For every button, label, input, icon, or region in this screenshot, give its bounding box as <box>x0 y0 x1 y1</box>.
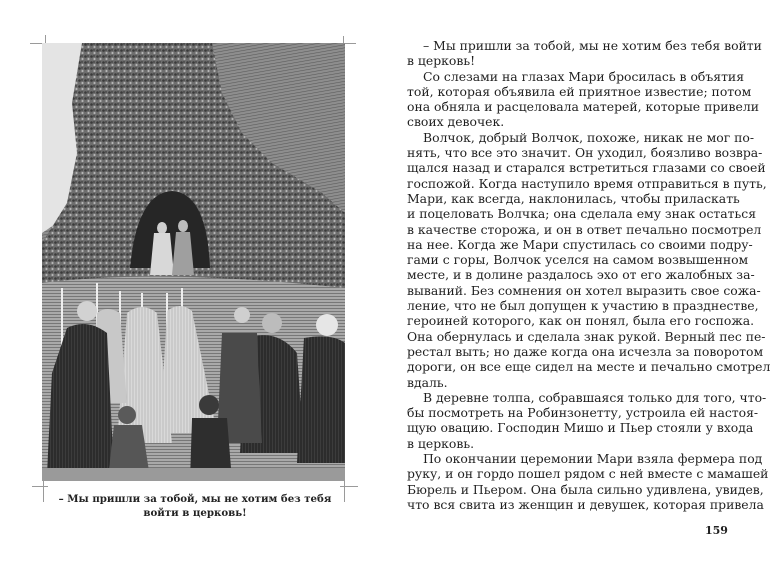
paragraph <box>407 389 767 451</box>
text-line: месте, и в долине раздалось эхо от его жалобных за- <box>407 267 755 283</box>
text-line: героиней которого, как он понял, была его госпожа. <box>407 313 755 329</box>
text-line: она обняла и расцеловала матерей, которые привели <box>407 99 759 115</box>
text-line: в церковь! <box>407 53 476 69</box>
woman-dark-dress <box>297 336 345 463</box>
paragraph <box>407 68 759 130</box>
text-line: Она обернулась и сделала знак рукой. Верный пес пе- <box>407 328 766 344</box>
text-line: Со слезами на глазах Мари бросилась в объятия <box>423 68 745 84</box>
text-line: нять, что все это значит. Он уходил, боязливо возвра- <box>407 145 763 161</box>
text-line: щую овацию. Господин Мишо и Пьер стояли у входа <box>407 420 754 436</box>
text-line: ление, что не был допущен к участию в празднестве, <box>407 298 759 314</box>
text-line: гами с горы, Волчок уселся на самом возвышенном <box>407 252 749 268</box>
text-line: вдаль. <box>407 374 448 390</box>
illustration-caption <box>40 492 350 520</box>
engraving-drawing <box>42 43 345 481</box>
text-line: Волчок, добрый Волчок, похоже, никак не мог по- <box>423 129 755 145</box>
text-line: Бюрель и Пьером. Она была сильно удивлена, увидев, <box>407 481 764 497</box>
text-line: своих девочек. <box>407 114 505 130</box>
text-line: на нее. Когда же Мари спустилась со своими подру- <box>407 236 753 252</box>
text-line: той, которая объявила ей приятное известие; потом <box>407 83 752 99</box>
text-line: рестал выть; но даже когда она исчезла за поворотом <box>407 343 764 359</box>
text-line: бы посмотреть на Робинзонетту, устроила ей настоя- <box>407 405 759 421</box>
text-line: руку, и он гордо пошел рядом с ней вместе с мамашей <box>407 466 769 482</box>
crop-mark-bottom-right <box>340 486 358 487</box>
text-line: в качестве сторожа, и он в ответ печально посмотрел <box>407 221 762 237</box>
text-line: щался назад и старался встретиться глазами со своей <box>407 160 766 176</box>
text-line: – Мы пришли за тобой, мы не хотим без тебя войти <box>423 38 762 53</box>
text-line: что вся свита из женщин и девушек, которая привела <box>407 496 764 512</box>
girl-in-arch <box>150 233 174 275</box>
illustration-engraving <box>42 43 345 481</box>
text-line: В деревне толпа, собравшаяся только для того, что- <box>423 389 767 405</box>
text-line: в церковь. <box>407 435 475 451</box>
text-line: госпожой. Когда наступило время отправиться в путь, <box>407 175 767 191</box>
paragraph <box>407 129 770 390</box>
text-line: Мари, как всегда, наклонилась, чтобы приласкать <box>407 190 740 206</box>
page-body-text <box>407 38 770 512</box>
paragraph <box>407 38 762 69</box>
paragraph <box>407 451 769 512</box>
page-number: 159 <box>705 524 728 537</box>
caption-line: войти в церковь! <box>143 507 247 519</box>
caption-line: – Мы пришли за тобой, мы не хотим без тебя <box>58 493 332 505</box>
text-line: По окончании церемонии Мари взяла фермера под <box>423 451 763 467</box>
crop-mark-bottom-left <box>32 486 48 487</box>
text-line: и поцеловать Волчка; она сделала ему знак остаться <box>407 206 757 222</box>
text-line: дороги, он все еще сидел на месте и печально смотрел <box>407 359 770 375</box>
text-line: вываний. Без сомнения он хотел выразить свое сожа- <box>407 282 761 298</box>
